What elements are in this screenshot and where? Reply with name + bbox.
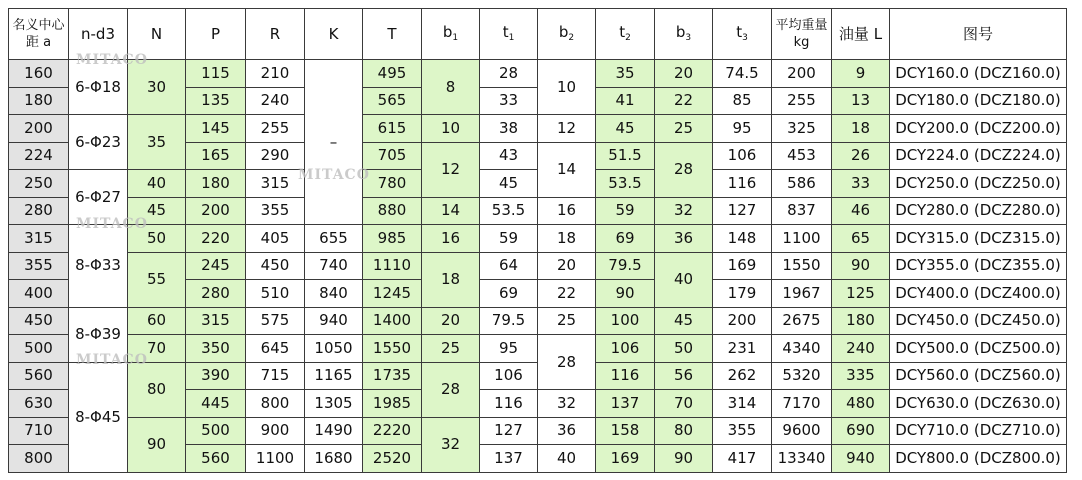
cell-N: 40 [128, 170, 186, 198]
table-row [9, 252, 1067, 280]
cell-P: 245 [186, 252, 246, 280]
table-row [9, 335, 1067, 363]
cell-T: 1400 [363, 307, 422, 335]
cell-R: 355 [246, 197, 305, 225]
cell-drawing: DCY710.0 (DCZ710.0) [890, 417, 1067, 445]
cell-t2: 90 [596, 280, 655, 308]
spec-table-container [8, 8, 1067, 473]
cell-b1: 28 [422, 362, 480, 417]
cell-a: 560 [9, 362, 69, 390]
cell-t3: 262 [713, 362, 772, 390]
cell-R: 210 [246, 60, 305, 88]
cell-a: 450 [9, 307, 69, 335]
header-b1: $b_1$ [422, 9, 480, 60]
cell-P: 560 [186, 445, 246, 473]
cell-drawing: DCY560.0 (DCZ560.0) [890, 362, 1067, 390]
cell-t1: 137 [480, 445, 538, 473]
cell-drawing: DCY180.0 (DCZ180.0) [890, 87, 1067, 115]
cell-b3: 32 [655, 197, 713, 225]
cell-T: 780 [363, 170, 422, 198]
cell-K: 1165 [305, 362, 363, 390]
cell-P: 500 [186, 417, 246, 445]
cell-weight: 325 [772, 115, 832, 143]
cell-weight: 255 [772, 87, 832, 115]
cell-weight: 586 [772, 170, 832, 198]
cell-t1: 38 [480, 115, 538, 143]
header-oil: 油量 L [832, 9, 890, 60]
cell-weight: 1550 [772, 252, 832, 280]
cell-a: 710 [9, 417, 69, 445]
table-row [9, 307, 1067, 335]
cell-weight: 1100 [772, 225, 832, 253]
cell-drawing: DCY280.0 (DCZ280.0) [890, 197, 1067, 225]
cell-N: 35 [128, 115, 186, 170]
header-t2: $t_2$ [596, 9, 655, 60]
reducer-spec-table [8, 8, 1067, 473]
cell-t1: 28 [480, 60, 538, 88]
cell-t1: 106 [480, 362, 538, 390]
cell-a: 200 [9, 115, 69, 143]
cell-T: 615 [363, 115, 422, 143]
cell-oil: 690 [832, 417, 890, 445]
cell-weight: 13340 [772, 445, 832, 473]
cell-drawing: DCY800.0 (DCZ800.0) [890, 445, 1067, 473]
cell-K: 940 [305, 307, 363, 335]
cell-K: 1490 [305, 417, 363, 445]
cell-t3: 417 [713, 445, 772, 473]
header-b2: $b_2$ [538, 9, 596, 60]
cell-nd3: 6-Φ27 [69, 170, 128, 225]
cell-t3: 200 [713, 307, 772, 335]
cell-t3: 95 [713, 115, 772, 143]
cell-P: 390 [186, 362, 246, 390]
cell-K: 1050 [305, 335, 363, 363]
cell-T: 1245 [363, 280, 422, 308]
table-row [9, 115, 1067, 143]
cell-N: 30 [128, 60, 186, 115]
cell-drawing: DCY450.0 (DCZ450.0) [890, 307, 1067, 335]
cell-T: 2520 [363, 445, 422, 473]
cell-R: 290 [246, 142, 305, 170]
cell-t2: 59 [596, 197, 655, 225]
cell-drawing: DCY630.0 (DCZ630.0) [890, 390, 1067, 418]
cell-weight: 7170 [772, 390, 832, 418]
cell-R: 510 [246, 280, 305, 308]
cell-b3: 45 [655, 307, 713, 335]
header-R: R [246, 9, 305, 60]
cell-nd3: 6-Φ23 [69, 115, 128, 170]
cell-t3: 231 [713, 335, 772, 363]
cell-t1: 45 [480, 170, 538, 198]
cell-T: 1985 [363, 390, 422, 418]
cell-K: 1305 [305, 390, 363, 418]
cell-a: 355 [9, 252, 69, 280]
cell-weight: 2675 [772, 307, 832, 335]
cell-t1: 64 [480, 252, 538, 280]
cell-weight: 200 [772, 60, 832, 88]
cell-t1: 95 [480, 335, 538, 363]
cell-oil: 480 [832, 390, 890, 418]
cell-a: 160 [9, 60, 69, 88]
cell-b2: 32 [538, 390, 596, 418]
cell-b1: 8 [422, 60, 480, 115]
cell-t3: 106 [713, 142, 772, 170]
cell-drawing: DCY315.0 (DCZ315.0) [890, 225, 1067, 253]
cell-b1: 16 [422, 225, 480, 253]
cell-P: 315 [186, 307, 246, 335]
cell-t2: 51.5 [596, 142, 655, 170]
cell-T: 565 [363, 87, 422, 115]
cell-b2: 10 [538, 60, 596, 115]
cell-oil: 90 [832, 252, 890, 280]
cell-b3: 28 [655, 142, 713, 197]
cell-t1: 116 [480, 390, 538, 418]
table-row [9, 60, 1067, 88]
cell-a: 180 [9, 87, 69, 115]
cell-a: 800 [9, 445, 69, 473]
cell-t3: 148 [713, 225, 772, 253]
cell-a: 315 [9, 225, 69, 253]
cell-N: 80 [128, 362, 186, 417]
cell-t2: 41 [596, 87, 655, 115]
cell-b2: 16 [538, 197, 596, 225]
cell-oil: 335 [832, 362, 890, 390]
cell-b2: 25 [538, 307, 596, 335]
cell-drawing: DCY200.0 (DCZ200.0) [890, 115, 1067, 143]
cell-T: 880 [363, 197, 422, 225]
cell-T: 2220 [363, 417, 422, 445]
header-t1: $t_1$ [480, 9, 538, 60]
cell-P: 180 [186, 170, 246, 198]
cell-oil: 65 [832, 225, 890, 253]
cell-t3: 74.5 [713, 60, 772, 88]
cell-b3: 56 [655, 362, 713, 390]
cell-R: 240 [246, 87, 305, 115]
cell-drawing: DCY355.0 (DCZ355.0) [890, 252, 1067, 280]
header-nd3: n-d3 [69, 9, 128, 60]
cell-oil: 26 [832, 142, 890, 170]
cell-oil: 940 [832, 445, 890, 473]
cell-drawing: DCY250.0 (DCZ250.0) [890, 170, 1067, 198]
cell-P: 445 [186, 390, 246, 418]
cell-t3: 169 [713, 252, 772, 280]
cell-N: 70 [128, 335, 186, 363]
cell-nd3: 8-Φ33 [69, 225, 128, 308]
cell-t1: 59 [480, 225, 538, 253]
cell-t2: 116 [596, 362, 655, 390]
table-row [9, 225, 1067, 253]
cell-t3: 355 [713, 417, 772, 445]
cell-T: 1735 [363, 362, 422, 390]
cell-N: 45 [128, 197, 186, 225]
header-center-distance: 名义中心距 a [9, 9, 69, 60]
cell-P: 165 [186, 142, 246, 170]
cell-K: 840 [305, 280, 363, 308]
cell-t2: 169 [596, 445, 655, 473]
cell-b1: 14 [422, 197, 480, 225]
cell-a: 630 [9, 390, 69, 418]
cell-weight: 1967 [772, 280, 832, 308]
cell-t2: 45 [596, 115, 655, 143]
header-b3: $b_3$ [655, 9, 713, 60]
cell-T: 495 [363, 60, 422, 88]
cell-weight: 9600 [772, 417, 832, 445]
cell-N: 55 [128, 252, 186, 307]
cell-R: 715 [246, 362, 305, 390]
cell-t1: 79.5 [480, 307, 538, 335]
cell-t2: 35 [596, 60, 655, 88]
cell-b1: 32 [422, 417, 480, 472]
header-K: K [305, 9, 363, 60]
cell-b2: 18 [538, 225, 596, 253]
header-N: N [128, 9, 186, 60]
header-row [9, 9, 1067, 60]
cell-T: 985 [363, 225, 422, 253]
cell-P: 350 [186, 335, 246, 363]
cell-t1: 33 [480, 87, 538, 115]
cell-b2: 36 [538, 417, 596, 445]
cell-R: 1100 [246, 445, 305, 473]
watermark-text: MITACO [76, 216, 148, 232]
cell-R: 405 [246, 225, 305, 253]
cell-T: 1110 [363, 252, 422, 280]
header-t3: $t_3$ [713, 9, 772, 60]
cell-P: 200 [186, 197, 246, 225]
cell-b2: 20 [538, 252, 596, 280]
cell-t1: 127 [480, 417, 538, 445]
watermark-text: MITACO [76, 352, 148, 368]
cell-b3: 25 [655, 115, 713, 143]
cell-b3: 20 [655, 60, 713, 88]
cell-t3: 85 [713, 87, 772, 115]
cell-R: 315 [246, 170, 305, 198]
cell-a: 400 [9, 280, 69, 308]
cell-drawing: DCY160.0 (DCZ160.0) [890, 60, 1067, 88]
cell-t3: 314 [713, 390, 772, 418]
cell-R: 645 [246, 335, 305, 363]
cell-oil: 18 [832, 115, 890, 143]
cell-t2: 100 [596, 307, 655, 335]
cell-N: 90 [128, 417, 186, 472]
cell-oil: 9 [832, 60, 890, 88]
cell-weight: 453 [772, 142, 832, 170]
cell-R: 900 [246, 417, 305, 445]
cell-t1: 43 [480, 142, 538, 170]
cell-b3: 36 [655, 225, 713, 253]
cell-K: 740 [305, 252, 363, 280]
cell-t3: 127 [713, 197, 772, 225]
cell-b3: 80 [655, 417, 713, 445]
cell-t3: 179 [713, 280, 772, 308]
header-T: T [363, 9, 422, 60]
cell-N: 60 [128, 307, 186, 335]
cell-P: 280 [186, 280, 246, 308]
cell-a: 500 [9, 335, 69, 363]
cell-drawing: DCY400.0 (DCZ400.0) [890, 280, 1067, 308]
cell-a: 224 [9, 142, 69, 170]
cell-R: 255 [246, 115, 305, 143]
cell-oil: 33 [832, 170, 890, 198]
cell-b3: 90 [655, 445, 713, 473]
cell-b1: 18 [422, 252, 480, 307]
cell-K: – [305, 60, 363, 225]
cell-b3: 22 [655, 87, 713, 115]
cell-P: 145 [186, 115, 246, 143]
cell-N: 50 [128, 225, 186, 253]
cell-a: 280 [9, 197, 69, 225]
cell-b1: 25 [422, 335, 480, 363]
cell-nd3: 8-Φ45 [69, 362, 128, 472]
cell-T: 1550 [363, 335, 422, 363]
cell-P: 220 [186, 225, 246, 253]
cell-nd3: 6-Φ18 [69, 60, 128, 115]
cell-R: 575 [246, 307, 305, 335]
cell-K: 655 [305, 225, 363, 253]
table-row [9, 417, 1067, 445]
cell-b2: 22 [538, 280, 596, 308]
cell-weight: 5320 [772, 362, 832, 390]
cell-b2: 14 [538, 142, 596, 197]
cell-nd3: 8-Φ39 [69, 307, 128, 362]
watermark-text: MITACO [298, 167, 370, 183]
cell-drawing: DCY500.0 (DCZ500.0) [890, 335, 1067, 363]
cell-weight: 4340 [772, 335, 832, 363]
cell-drawing: DCY224.0 (DCZ224.0) [890, 142, 1067, 170]
cell-t2: 106 [596, 335, 655, 363]
cell-t2: 53.5 [596, 170, 655, 198]
cell-oil: 180 [832, 307, 890, 335]
cell-R: 450 [246, 252, 305, 280]
cell-b2: 28 [538, 335, 596, 390]
cell-a: 250 [9, 170, 69, 198]
watermark-text: MITACO [76, 52, 148, 68]
cell-P: 135 [186, 87, 246, 115]
cell-R: 800 [246, 390, 305, 418]
table-row [9, 197, 1067, 225]
header-weight: 平均重量 kg [772, 9, 832, 60]
header-P: P [186, 9, 246, 60]
cell-P: 115 [186, 60, 246, 88]
cell-b2: 40 [538, 445, 596, 473]
cell-b1: 12 [422, 142, 480, 197]
cell-t3: 116 [713, 170, 772, 198]
cell-K: 1680 [305, 445, 363, 473]
cell-b3: 70 [655, 390, 713, 418]
header-drawing: 图号 [890, 9, 1067, 60]
cell-t1: 53.5 [480, 197, 538, 225]
cell-oil: 240 [832, 335, 890, 363]
cell-t2: 79.5 [596, 252, 655, 280]
cell-t2: 158 [596, 417, 655, 445]
cell-b2: 12 [538, 115, 596, 143]
cell-oil: 13 [832, 87, 890, 115]
cell-b3: 40 [655, 252, 713, 307]
cell-t2: 137 [596, 390, 655, 418]
cell-oil: 125 [832, 280, 890, 308]
cell-weight: 837 [772, 197, 832, 225]
cell-b3: 50 [655, 335, 713, 363]
cell-oil: 46 [832, 197, 890, 225]
cell-T: 705 [363, 142, 422, 170]
cell-b1: 20 [422, 307, 480, 335]
cell-t1: 69 [480, 280, 538, 308]
cell-t2: 69 [596, 225, 655, 253]
cell-b1: 10 [422, 115, 480, 143]
